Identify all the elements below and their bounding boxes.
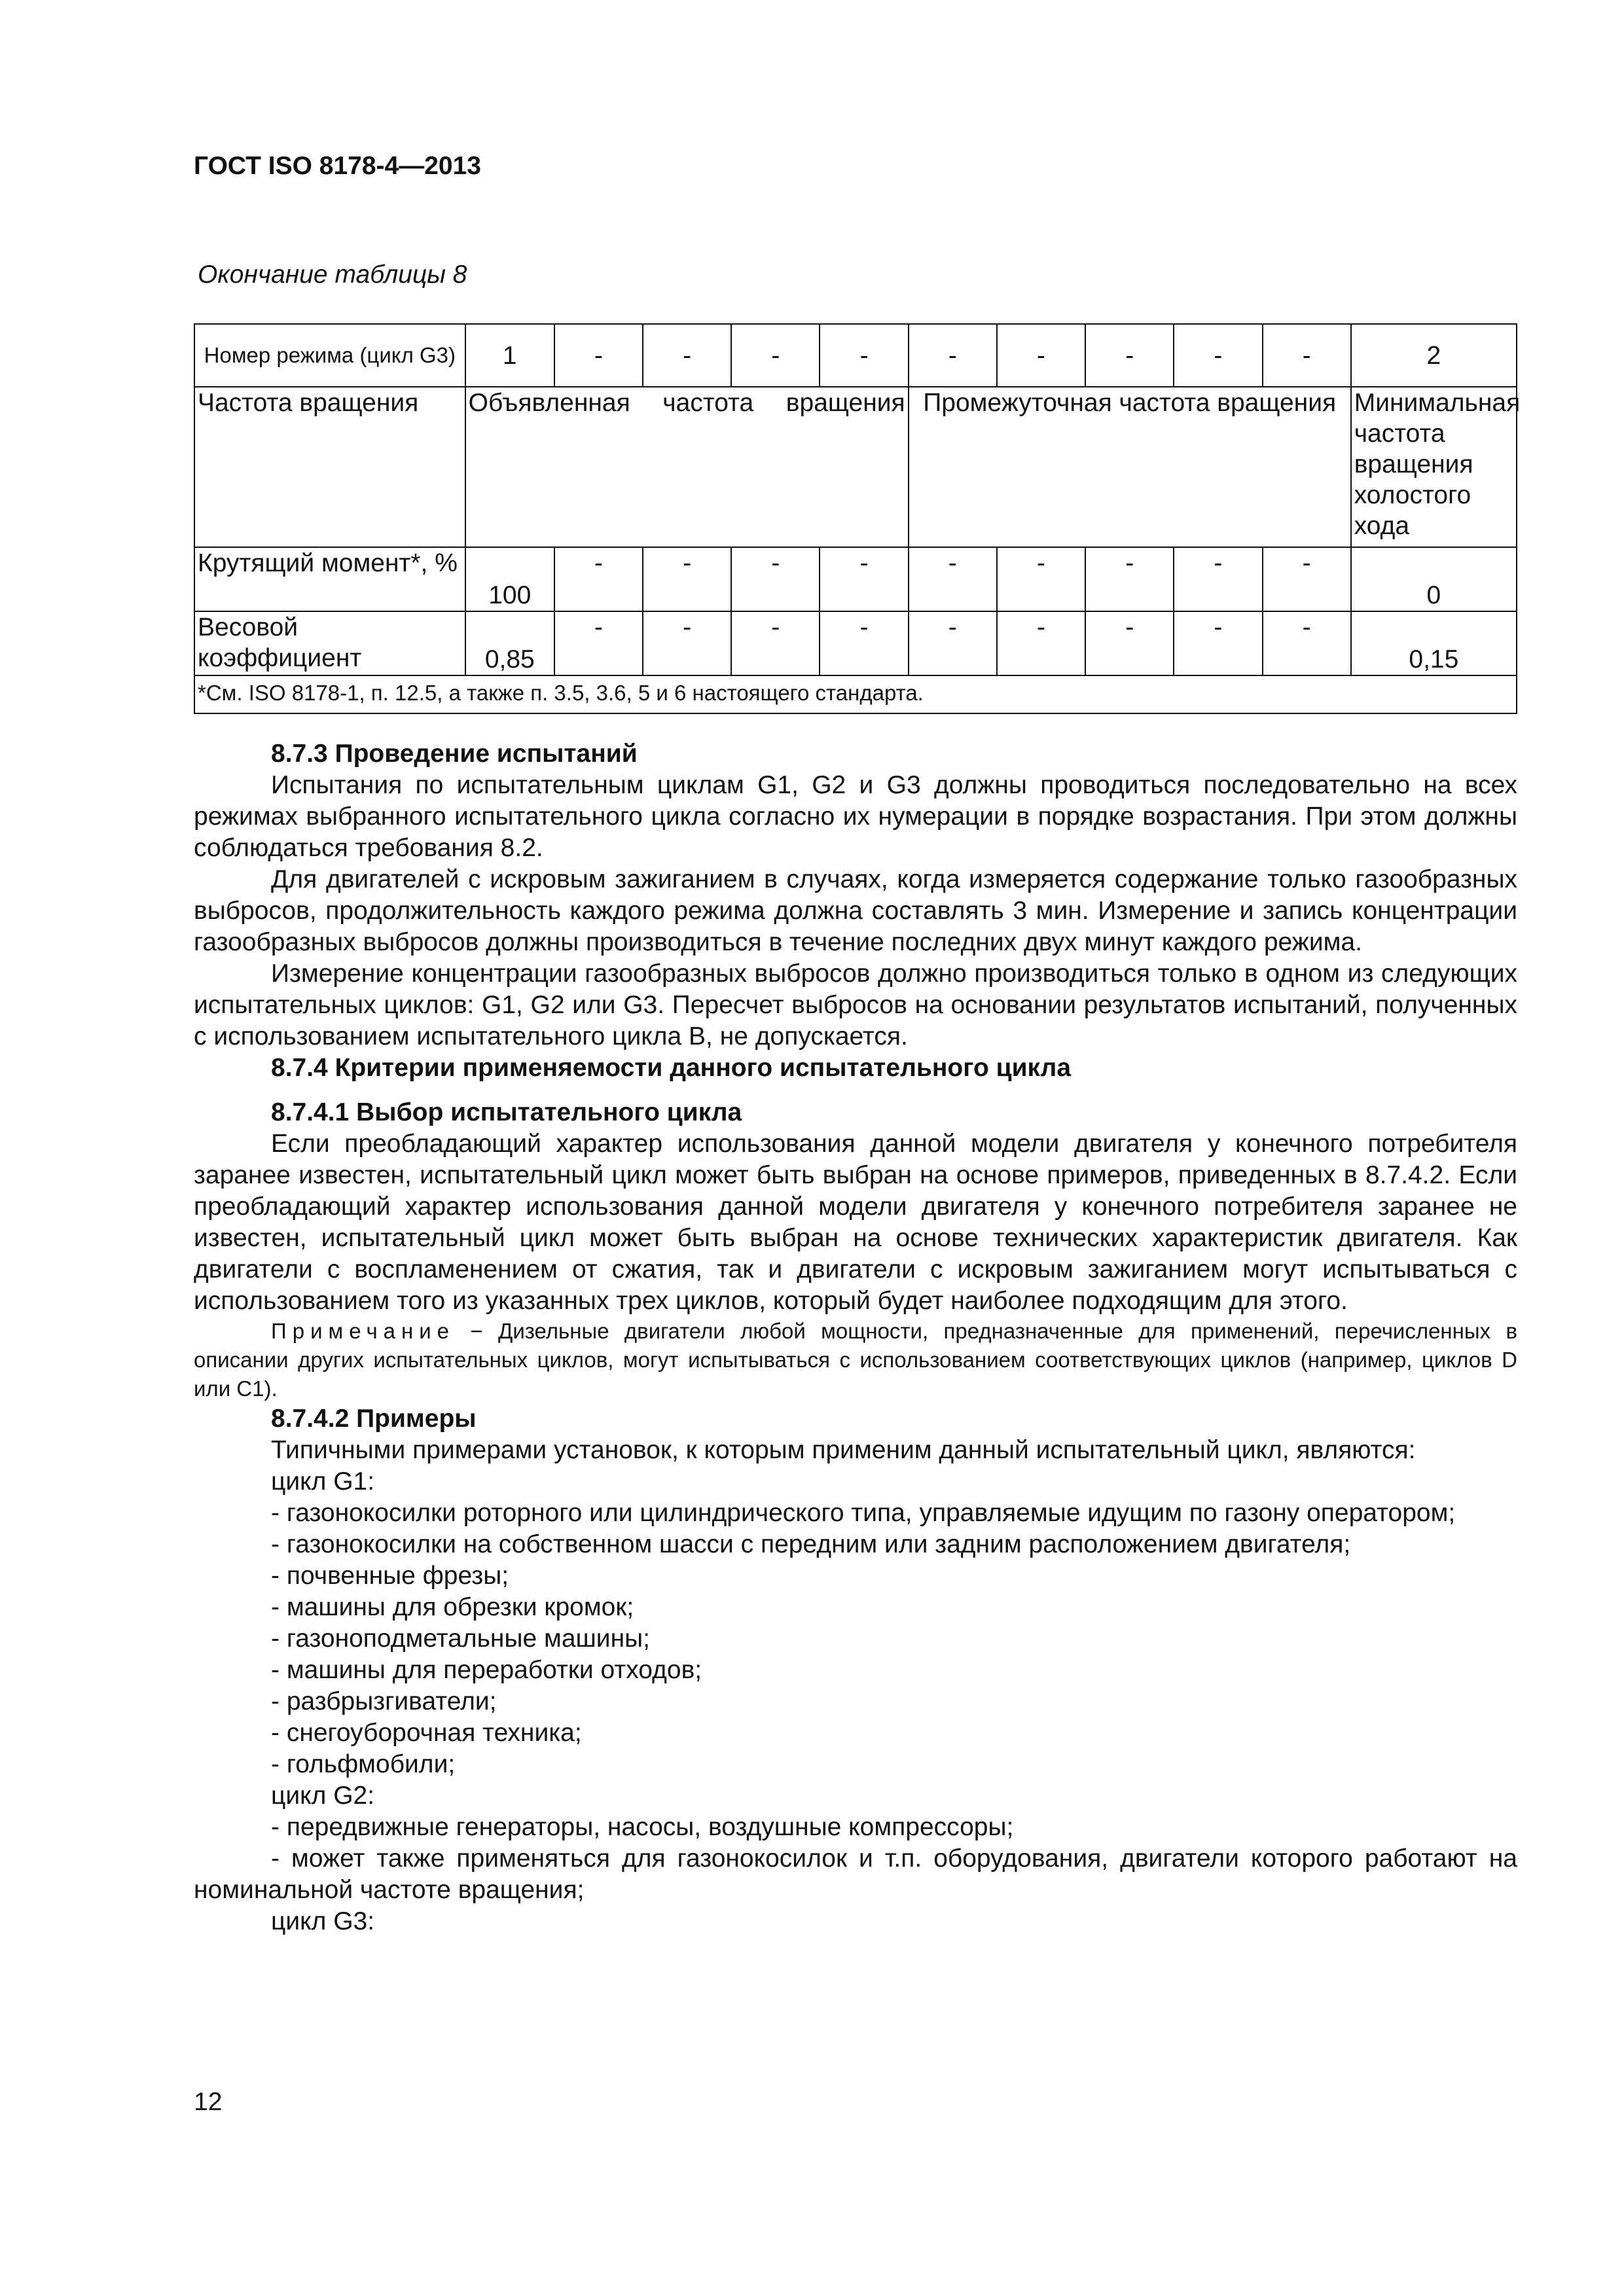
paragraph: Типичными примерами установок, к которым применим данный испытательный цикл, являются:	[271, 1436, 1416, 1464]
list-item: - может также применяться для газонокосилок и т.п. оборудования, двигатели которого работают на номинальной частоте вращения;	[194, 1844, 1517, 1904]
torque-cell: -	[909, 547, 997, 611]
cycle-label: цикл G3:	[271, 1907, 375, 1935]
list-item: - газонокосилки на собственном шасси с передним или задним расположением двигателя;	[271, 1530, 1351, 1558]
page-number: 12	[194, 2088, 223, 2116]
weight-cell: -	[997, 611, 1085, 675]
weight-cell: -	[643, 611, 731, 675]
paragraph: Если преобладающий характер использования данной модели двигателя у конечного потребителя заранее известен, испытательный цикл может быть выбран на основе примеров, приведенных в 8.7.4.2. Если преобладающий характер использования данной модели двигателя у конечного потребителя заранее не известен, испытательный цикл может быть выбран на основе технических характеристик двигателя. Как двигатели с воспламенением от сжатия, так и двигатели с искровым зажиганием могут испытываться с использованием того из указанных трех циклов, который будет наиболее подходящим для этого.	[194, 1130, 1517, 1315]
note	[194, 1317, 1517, 1403]
torque-cell: 100	[465, 547, 554, 611]
list-item: - машины для переработки отходов;	[271, 1656, 702, 1684]
torque-label: Крутящий момент*, %	[194, 547, 465, 611]
torque-cell: -	[1174, 547, 1262, 611]
weight-cell: 0,15	[1351, 611, 1517, 675]
torque-cell: -	[643, 547, 731, 611]
mode-cell: -	[909, 324, 997, 387]
note-text: − Дизельные двигатели любой мощности, предназначенные для применений, перечисленных в описании других испытательных циклов, могут испытываться с использованием соответствующих циклов (например, циклов D или C1).	[194, 1319, 1517, 1401]
mode-cell: -	[1263, 324, 1351, 387]
weight-cell: -	[1263, 611, 1351, 675]
list-item: - гольфмобили;	[271, 1750, 456, 1778]
table-8	[194, 323, 1521, 714]
cycle-label: цикл G1:	[271, 1467, 375, 1496]
mode-cell: -	[643, 324, 731, 387]
mode-cell: 1	[465, 324, 554, 387]
mode-cell: -	[997, 324, 1085, 387]
weight-label: Весовой коэффициент	[194, 611, 465, 675]
speed-declared: Объявленная частота вращения	[465, 387, 909, 547]
mode-cell: -	[554, 324, 643, 387]
cycle-label: цикл G2:	[271, 1782, 375, 1810]
body-text	[194, 738, 1517, 1937]
list-item: - почвенные фрезы;	[271, 1562, 509, 1590]
list-item: - передвижные генераторы, насосы, воздушные компрессоры;	[271, 1813, 1014, 1841]
table-footnote: *См. ISO 8178-1, п. 12.5, а также п. 3.5, 3.6, 5 и 6 настоящего стандарта.	[194, 675, 1517, 713]
mode-cell: -	[1174, 324, 1262, 387]
mode-cell: 2	[1351, 324, 1517, 387]
table-row-torque	[194, 547, 1517, 611]
paragraph: Испытания по испытательным циклам G1, G2 и G3 должны проводиться последовательно на всех режимах выбранного испытательного цикла согласно их нумерации в порядке возрастания. При этом должны соблюдаться требования 8.2.	[194, 771, 1517, 862]
table-row-footnote	[194, 675, 1517, 713]
section-title: 8.7.4 Критерии применяемости данного испытательного цикла	[271, 1054, 1072, 1082]
table-row-speed	[194, 387, 1517, 547]
torque-cell: -	[731, 547, 820, 611]
list-item: - газонокосилки роторного или цилиндрического типа, управляемые идущим по газону оператором;	[271, 1499, 1456, 1527]
torque-cell: -	[1085, 547, 1174, 611]
table-caption: Окончание таблицы 8	[198, 260, 467, 289]
table-row-mode	[194, 324, 1517, 387]
torque-cell: -	[1263, 547, 1351, 611]
torque-cell: -	[820, 547, 908, 611]
section-title: 8.7.3 Проведение испытаний	[271, 740, 638, 768]
torque-cell: -	[554, 547, 643, 611]
torque-cell: 0	[1351, 547, 1517, 611]
weight-cell: -	[909, 611, 997, 675]
mode-cell: -	[731, 324, 820, 387]
speed-idle: Минимальная частота вращения холостого хода	[1351, 387, 1517, 547]
speed-intermediate: Промежуточная частота вращения	[909, 387, 1351, 547]
standard-header: ГОСТ ISO 8178-4—2013	[194, 152, 481, 180]
speed-label: Частота вращения	[194, 387, 465, 547]
paragraph: Измерение концентрации газообразных выбросов должно производиться только в одном из следующих испытательных циклов: G1, G2 или G3. Пересчет выбросов на основании результатов испытаний, полученных с использованием испытательного цикла В, не допускается.	[194, 960, 1517, 1050]
list-item: - газоноподметальные машины;	[271, 1624, 650, 1653]
mode-cell: -	[820, 324, 908, 387]
weight-cell: -	[554, 611, 643, 675]
list-item: - снегоуборочная техника;	[271, 1719, 582, 1747]
table-row-weight	[194, 611, 1517, 675]
weight-cell: -	[731, 611, 820, 675]
subsection-title: 8.7.4.2 Примеры	[271, 1405, 477, 1433]
weight-cell: -	[820, 611, 908, 675]
list-item: - машины для обрезки кромок;	[271, 1593, 634, 1621]
mode-cell: -	[1085, 324, 1174, 387]
weight-cell: -	[1174, 611, 1262, 675]
torque-cell: -	[997, 547, 1085, 611]
list-item: - разбрызгиватели;	[271, 1687, 497, 1715]
mode-label: Номер режима (цикл G3)	[194, 324, 465, 387]
paragraph: Для двигателей с искровым зажиганием в случаях, когда измеряется содержание только газообразных выбросов, продолжительность каждого режима должна составлять 3 мин. Измерение и запись концентрации газообразных выбросов должны производиться в течение последних двух минут каждого режима.	[194, 865, 1517, 956]
weight-cell: 0,85	[465, 611, 554, 675]
weight-cell: -	[1085, 611, 1174, 675]
note-label: Примечание	[271, 1319, 456, 1343]
subsection-title: 8.7.4.1 Выбор испытательного цикла	[271, 1098, 742, 1126]
